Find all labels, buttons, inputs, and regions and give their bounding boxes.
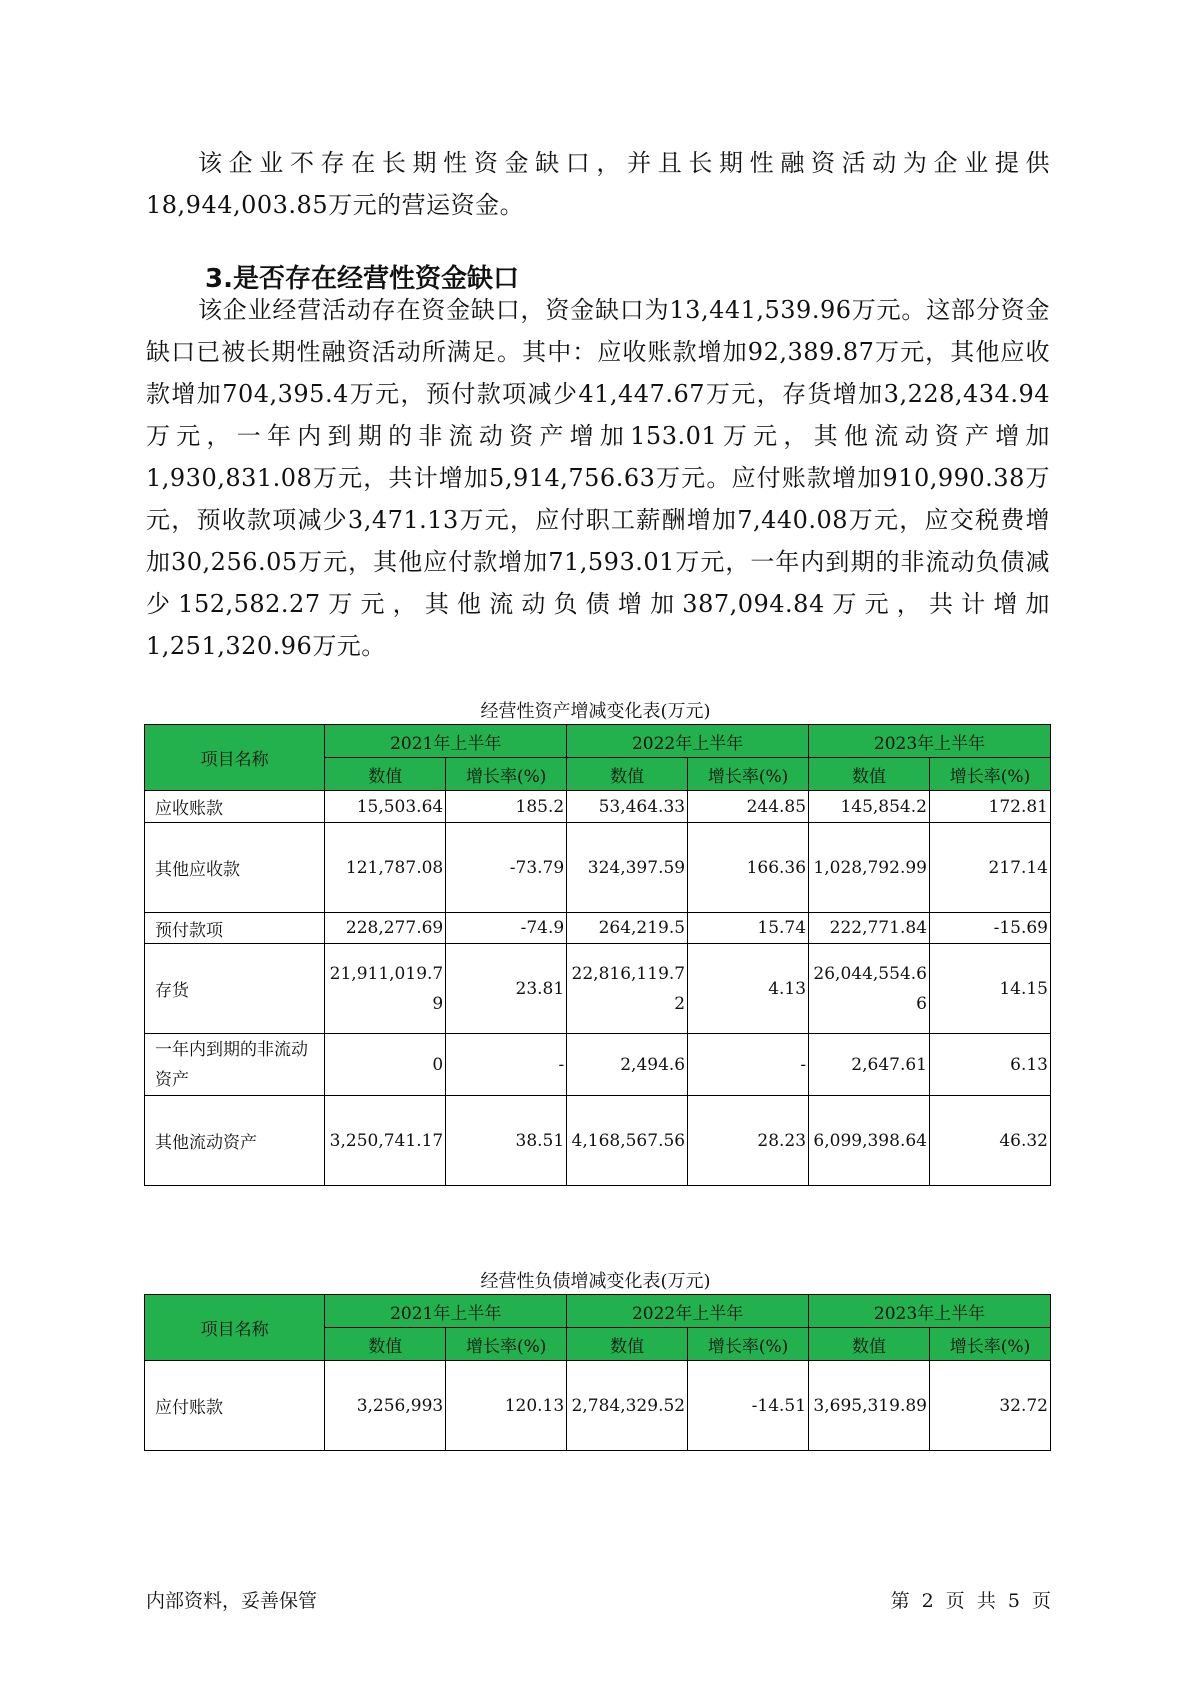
cell-growth: 172.81	[929, 791, 1050, 823]
cell-value: 22,816,119.72	[567, 944, 688, 1034]
cell-value: 26,044,554.66	[809, 944, 930, 1034]
table-row	[145, 1361, 1051, 1451]
cell-growth: -14.51	[688, 1361, 809, 1451]
header-value: 数值	[809, 1328, 930, 1361]
header-growth: 增长率(%)	[929, 1328, 1050, 1361]
section-heading: 3.是否存在经营性资金缺口	[205, 264, 519, 294]
cell-growth: 6.13	[929, 1034, 1050, 1096]
cell-growth: 46.32	[929, 1096, 1050, 1186]
cell-value: 3,250,741.17	[325, 1096, 446, 1186]
header-value: 数值	[325, 758, 446, 791]
table-row	[145, 1096, 1051, 1186]
header-value: 数值	[809, 758, 930, 791]
table-row	[145, 791, 1051, 823]
cell-growth: -73.79	[446, 823, 567, 913]
row-name: 其他应收款	[145, 823, 325, 913]
cell-growth: -15.69	[929, 913, 1050, 944]
cell-growth: 185.2	[446, 791, 567, 823]
header-year-2022: 2022年上半年	[567, 1295, 809, 1328]
cell-value: 3,695,319.89	[809, 1361, 930, 1451]
header-growth: 增长率(%)	[446, 1328, 567, 1361]
cell-value: 2,647.61	[809, 1034, 930, 1096]
cell-value: 21,911,019.79	[325, 944, 446, 1034]
table-row	[145, 913, 1051, 944]
header-growth: 增长率(%)	[929, 758, 1050, 791]
cell-value: 4,168,567.56	[567, 1096, 688, 1186]
header-year-2021: 2021年上半年	[325, 725, 567, 758]
cell-value: 15,503.64	[325, 791, 446, 823]
cell-growth: 4.13	[688, 944, 809, 1034]
cell-growth: 244.85	[688, 791, 809, 823]
cell-growth: 15.74	[688, 913, 809, 944]
cell-value: 324,397.59	[567, 823, 688, 913]
table-row	[145, 944, 1051, 1034]
cell-value: 222,771.84	[809, 913, 930, 944]
paragraph-long-term-funding: 该企业不存在长期性资金缺口，并且长期性融资活动为企业提供18,944,003.85万元的营运资金。	[146, 149, 1050, 219]
cell-growth: 28.23	[688, 1096, 809, 1186]
cell-growth: -74.9	[446, 913, 567, 944]
cell-value: 264,219.5	[567, 913, 688, 944]
cell-growth: 23.81	[446, 944, 567, 1034]
header-growth: 增长率(%)	[688, 1328, 809, 1361]
row-name: 一年内到期的非流动资产	[145, 1034, 325, 1096]
header-growth: 增长率(%)	[688, 758, 809, 791]
cell-growth: -	[446, 1034, 567, 1096]
header-year-2023: 2023年上半年	[809, 725, 1051, 758]
cell-growth: 120.13	[446, 1361, 567, 1451]
table-row	[145, 823, 1051, 913]
footer-page-number: 第 2 页 共 5 页	[890, 1590, 1051, 1612]
header-value: 数值	[567, 758, 688, 791]
header-value: 数值	[325, 1328, 446, 1361]
cell-growth: -	[688, 1034, 809, 1096]
header-year-2021: 2021年上半年	[325, 1295, 567, 1328]
cell-growth: 32.72	[929, 1361, 1050, 1451]
operating-assets-table	[144, 724, 1051, 1186]
paragraph-operating-gap: 该企业经营活动存在资金缺口，资金缺口为13,441,539.96万元。这部分资金缺口已被长期性融资活动所满足。其中：应收账款增加92,389.87万元，其他应收款增加704,395.4万元，预付款项减少41,447.67万元，存货增加3,228,434.94万元，一年内到期的非流动资产增加153.01万元，其他流动资产增加1,930,831.08万元，共计增加5,914,756.63万元。应付账款增加910,990.38万元，预收款项减少3,471.13万元，应付职工薪酬增加7,440.08万元，应交税费增加30,256.05万元，其他应付款增加71,593.01万元，一年内到期的非流动负债减少152,582.27万元，其他流动负债增加387,094.84万元，共计增加1,251,320.96万元。	[146, 296, 1050, 660]
row-name: 应收账款	[145, 791, 325, 823]
table-row	[145, 1034, 1051, 1096]
cell-value: 53,464.33	[567, 791, 688, 823]
cell-value: 145,854.2	[809, 791, 930, 823]
header-growth: 增长率(%)	[446, 758, 567, 791]
cell-value: 121,787.08	[325, 823, 446, 913]
header-year-2022: 2022年上半年	[567, 725, 809, 758]
row-name: 应付账款	[145, 1361, 325, 1451]
cell-value: 228,277.69	[325, 913, 446, 944]
cell-growth: 38.51	[446, 1096, 567, 1186]
cell-value: 0	[325, 1034, 446, 1096]
cell-growth: 217.14	[929, 823, 1050, 913]
operating-liabilities-table	[144, 1294, 1051, 1451]
table2-caption: 经营性负债增减变化表(万元)	[480, 1271, 711, 1292]
cell-growth: 166.36	[688, 823, 809, 913]
footer-confidential-note: 内部资料，妥善保管	[146, 1590, 318, 1612]
cell-value: 6,099,398.64	[809, 1096, 930, 1186]
header-item-name: 项目名称	[145, 1295, 325, 1361]
header-item-name: 项目名称	[145, 725, 325, 791]
header-value: 数值	[567, 1328, 688, 1361]
cell-value: 1,028,792.99	[809, 823, 930, 913]
cell-value: 2,784,329.52	[567, 1361, 688, 1451]
cell-value: 3,256,993	[325, 1361, 446, 1451]
row-name: 预付款项	[145, 913, 325, 944]
table1-caption: 经营性资产增减变化表(万元)	[480, 701, 711, 722]
cell-growth: 14.15	[929, 944, 1050, 1034]
header-year-2023: 2023年上半年	[809, 1295, 1051, 1328]
row-name: 其他流动资产	[145, 1096, 325, 1186]
cell-value: 2,494.6	[567, 1034, 688, 1096]
row-name: 存货	[145, 944, 325, 1034]
